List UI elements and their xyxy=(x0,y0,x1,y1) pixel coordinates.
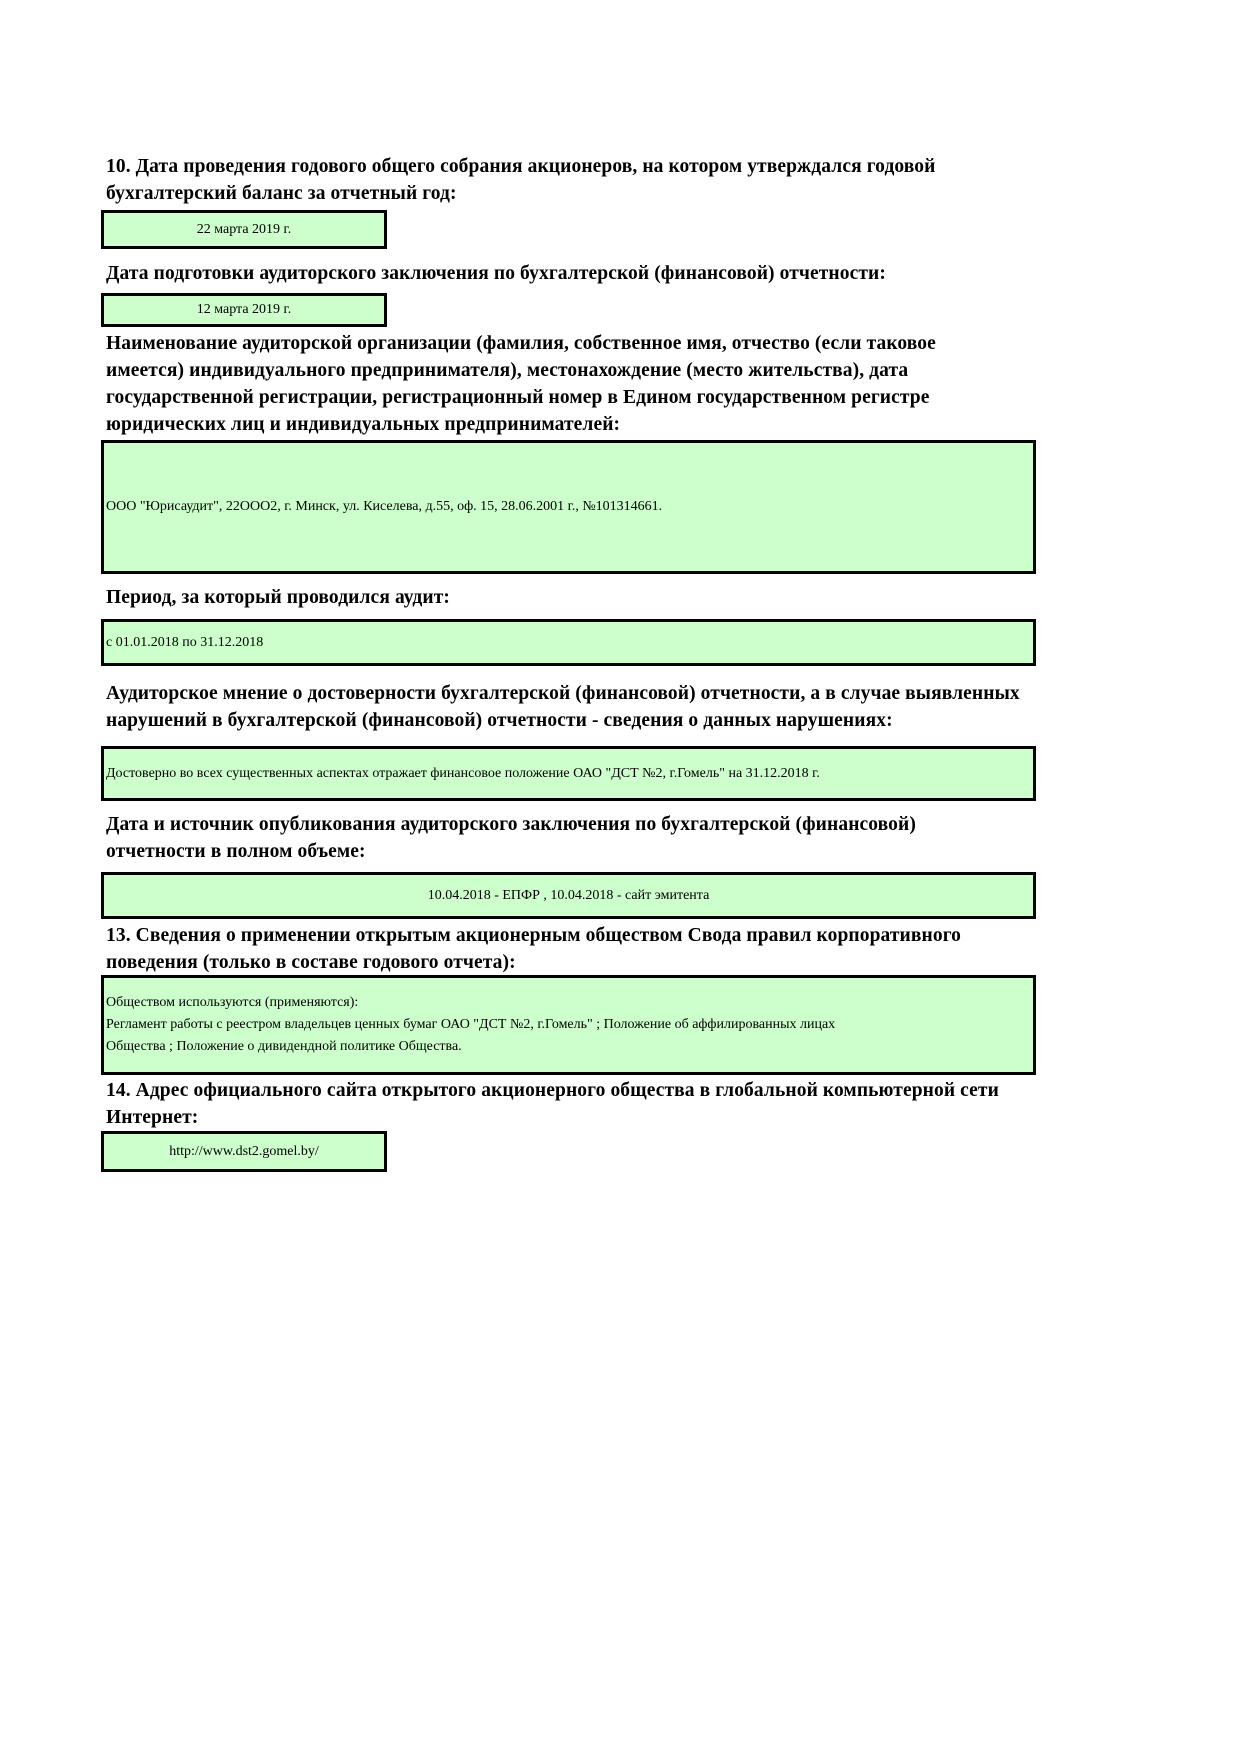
audit-opinion-field xyxy=(101,746,1036,801)
auditor-value: ООО "Юрисаудит", 22ООО2, г. Минск, ул. Киселева, д.55, оф. 15, 28.06.2001 г., №101314661. xyxy=(106,499,663,514)
section-13-heading: 13. Сведения о применении открытым акционерным обществом Свода правил корпоративного поведения (только в составе годового отчета): xyxy=(106,925,962,973)
corporate-code-line-1: Обществом используются (применяются): xyxy=(106,995,359,1010)
corporate-code-field xyxy=(101,975,1036,1075)
audit-report-date-field xyxy=(101,293,387,327)
corporate-code-line-2: Регламент работы с реестром владельцев ценных бумаг ОАО "ДСТ №2, г.Гомель" ; Положение об аффилированных лицах xyxy=(106,1017,836,1032)
audit-period-value: с 01.01.2018 по 31.12.2018 xyxy=(106,634,264,650)
publication-value: 10.04.2018 - ЕПФР , 10.04.2018 - сайт эмитента xyxy=(427,887,710,903)
auditor-field xyxy=(101,440,1036,574)
corporate-code-line-3: Общества ; Положение о дивидендной политике Общества. xyxy=(106,1039,462,1054)
website-value: http://www.dst2.gomel.by/ xyxy=(169,1143,319,1159)
audit-opinion-heading: Аудиторское мнение о достоверности бухгалтерской (финансовой) отчетности, а в случае выявленных нарушений в бухгалтерской (финансовой) отчетности - сведения о данных нарушениях: xyxy=(106,683,1020,731)
website-field xyxy=(101,1131,387,1172)
publication-heading: Дата и источник опубликования аудиторского заключения по бухгалтерской (финансовой) отчетности в полном объеме: xyxy=(106,814,916,862)
audit-report-date-value: 12 марта 2019 г. xyxy=(196,302,292,317)
audit-report-date-heading: Дата подготовки аудиторского заключения по бухгалтерской (финансовой) отчетности: xyxy=(106,263,886,284)
audit-period-heading: Период, за который проводился аудит: xyxy=(106,587,450,608)
audit-period-field xyxy=(101,619,1036,666)
audit-opinion-value: Достоверно во всех существенных аспектах отражает финансовое положение ОАО "ДСТ №2, г.Гомель" на 31.12.2018 г. xyxy=(106,765,820,781)
auditor-heading: Наименование аудиторской организации (фамилия, собственное имя, отчество (если таковое имеется) индивидуального предпринимателя), местонахождение (место жительства), дата государственной регистрации, регистрационный номер в Едином государственном регистре юридических лиц и индивидуальных предпринимателей: xyxy=(106,333,936,435)
publication-field xyxy=(101,872,1036,919)
section-10-heading: 10. Дата проведения годового общего собрания акционеров, на котором утверждался годовой бухгалтерский баланс за отчетный год: xyxy=(106,156,936,204)
agm-date-value: 22 марта 2019 г. xyxy=(196,221,292,237)
agm-date-field xyxy=(101,210,387,249)
section-14-heading: 14. Адрес официального сайта открытого акционерного общества в глобальной компьютерной сети Интернет: xyxy=(106,1080,999,1128)
